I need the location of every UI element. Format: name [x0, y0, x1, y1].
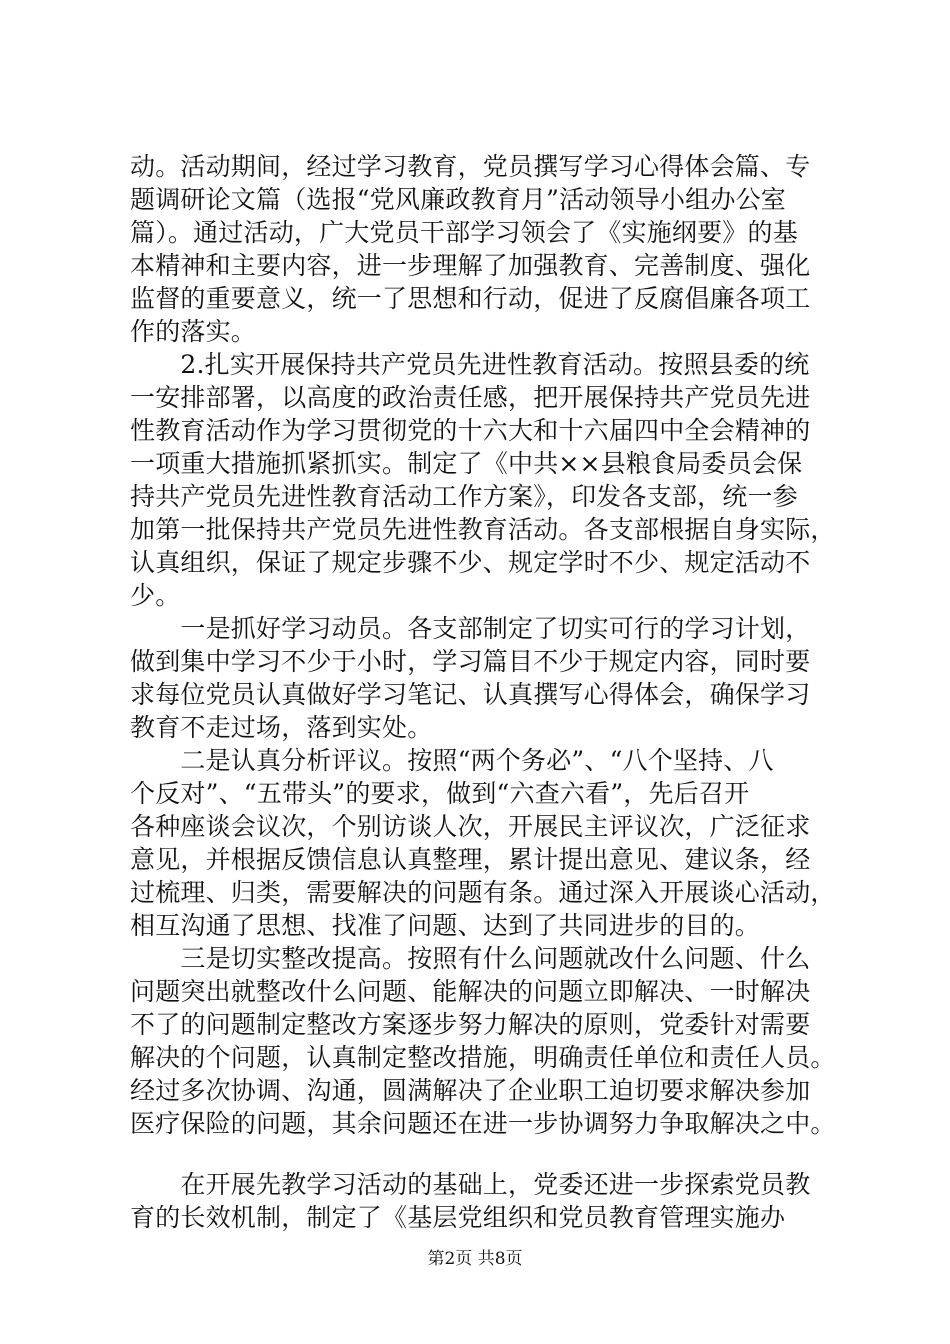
body-line: 一是抓好学习动员。各支部制定了切实可行的学习计划， — [130, 614, 811, 643]
body-line: 求每位党员认真做好学习笔记、认真撰写心得体会，确保学习 — [130, 680, 811, 709]
body-line: 性教育活动作为学习贯彻党的十六大和十六届四中全会精神的 — [130, 416, 811, 445]
body-line: 不了的问题制定整改方案逐步努力解决的原则，党委针对需要 — [130, 1010, 811, 1039]
body-line: 问题突出就整改什么问题、能解决的问题立即解决、一时解决 — [130, 977, 811, 1006]
body-line: 少。 — [130, 581, 181, 610]
body-line: 做到集中学习不少于小时，学习篇目不少于规定内容，同时要 — [130, 647, 811, 676]
body-line: 意见，并根据反馈信息认真整理，累计提出意见、建议条，经 — [130, 845, 811, 874]
body-line: 加第一批保持共产党员先进性教育活动。各支部根据自身实际， — [130, 515, 836, 544]
page-footer — [0, 1248, 950, 1270]
paragraph-gap — [130, 1140, 830, 1168]
body-line: 二是认真分析评议。按照“两个务必”、“八个坚持、八 — [130, 746, 774, 775]
body-line: 解决的个问题，认真制定整改措施，明确责任单位和责任人员。 — [130, 1043, 836, 1072]
body-line: 个反对”、“五带头”的要求，做到“六查六看”，先后召开 — [130, 779, 750, 808]
body-line: 本精神和主要内容，进一步理解了加强教育、完善制度、强化 — [130, 251, 811, 280]
body-line: 三是切实整改提高。按照有什么问题就改什么问题、什么 — [130, 944, 811, 973]
body-line: 各种座谈会议次，个别访谈人次，开展民主评议次，广泛征求 — [130, 812, 811, 841]
document-body — [130, 150, 836, 1234]
body-line: 过梳理、归类，需要解决的问题有条。通过深入开展谈心活动， — [130, 878, 836, 907]
body-line: 篇）。通过活动，广大党员干部学习领会了《实施纲要》的基 — [130, 218, 798, 247]
body-line: 题调研论文篇（选报“党风廉政教育月”活动领导小组办公室 — [130, 185, 786, 214]
body-line: 相互沟通了思想、找准了问题、达到了共同进步的目的。 — [130, 911, 761, 940]
body-line: 持共产党员先进性教育活动工作方案》，印发各支部，统一参 — [130, 482, 798, 511]
body-line: 作的落实。 — [130, 317, 257, 346]
body-line: 一安排部署，以高度的政治责任感，把开展保持共产党员先进 — [130, 383, 811, 412]
body-line: 动。活动期间，经过学习教育，党员撰写学习心得体会篇、专 — [130, 152, 811, 181]
page-number: 第2页 共8页 — [427, 1249, 523, 1269]
body-line: 医疗保险的问题，其余问题还在进一步协调努力争取解决之中。 — [130, 1109, 836, 1138]
body-line: 一项重大措施抓紧抓实。制定了《中共××县粮食局委员会保 — [130, 449, 803, 478]
body-line: 在开展先教学习活动的基础上，党委还进一步探索党员教 — [130, 1170, 811, 1199]
body-line: 监督的重要意义，统一了思想和行动，促进了反腐倡廉各项工 — [130, 284, 811, 313]
body-line: 育的长效机制，制定了《基层党组织和党员教育管理实施办 — [130, 1203, 786, 1232]
body-line: 教育不走过场，落到实处。 — [130, 713, 433, 742]
section-heading-line: 2.扎实开展保持共产党员先进性教育活动。按照县委的统 — [130, 350, 810, 379]
body-line: 认真组织，保证了规定步骤不少、规定学时不少、规定活动不 — [130, 548, 811, 577]
body-line: 经过多次协调、沟通，圆满解决了企业职工迫切要求解决参加 — [130, 1076, 811, 1105]
